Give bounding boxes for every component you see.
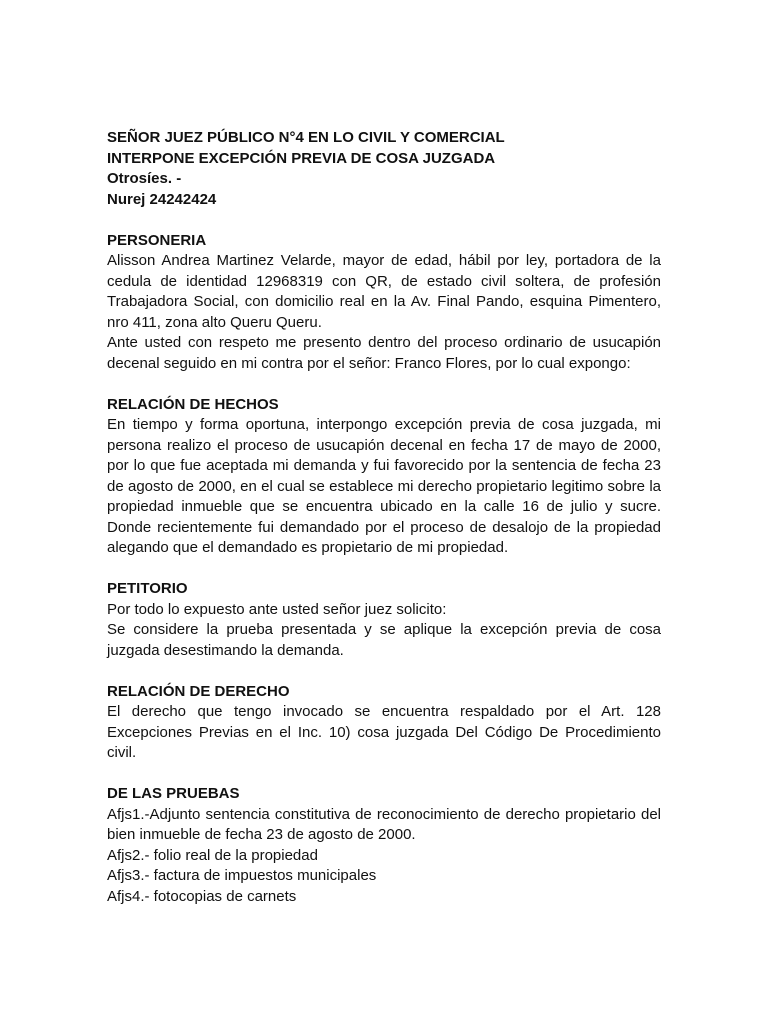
prueba-item: Afjs1.-Adjunto sentencia constitutiva de reconocimiento de derecho propietario del bien inmueble de fecha 23 de agosto de 2000. [107, 805, 661, 843]
document-subject: INTERPONE EXCEPCIÓN PREVIA DE COSA JUZGADA [107, 149, 496, 167]
derecho-paragraph: El derecho que tengo invocado se encuentra respaldado por el Art. 128 Excepciones Previas en el Inc. 10) cosa juzgada Del Código De Procedimiento civil. [107, 703, 661, 761]
nurej-number: Nurej 24242424 [107, 190, 217, 208]
spacer [107, 559, 661, 580]
petitorio-heading: PETITORIO [107, 580, 188, 597]
prueba-item: Afjs3.- factura de impuestos municipales [107, 867, 377, 884]
spacer [107, 661, 661, 682]
spacer [107, 374, 661, 395]
petitorio-request: Se considere la prueba presentada y se aplique la excepción previa de cosa juzgada desestimando la demanda. [107, 621, 661, 659]
prueba-item: Afjs2.- folio real de la propiedad [107, 846, 318, 864]
personeria-paragraph: Alisson Andrea Martinez Velarde, mayor de edad, hábil por ley, portadora de la cedula de identidad 12968319 con QR, de estado civil soltera, de profesión Trabajadora Social, con domicilio real en la Av. Final Pando, esquina Pimentero, nro 411, zona alto Queru Queru. [107, 252, 661, 331]
document-page [107, 128, 661, 907]
hechos-paragraph: En tiempo y forma oportuna, interpongo excepción previa de cosa juzgada, mi persona realizo el proceso de usucapión decenal en fecha 17 de mayo de 2000, por lo que fue aceptada mi demanda y fui favorecido por la sentencia de fecha 23 de agosto de 2000, en el cual se establece mi derecho propietario legitimo sobre la propiedad inmueble que se encuentra ubicado en la calle 16 de julio y sucre. Donde recientemente fui demandado por el proceso de desalojo de la propiedad alegando que el demandado es propietario de mi propiedad. [107, 416, 661, 556]
spacer [107, 210, 661, 231]
presentation-paragraph: Ante usted con respeto me presento dentro del proceso ordinario de usucapión decenal seguido en mi contra por el señor: Franco Flores, por lo cual expongo: [107, 334, 661, 372]
hechos-heading: RELACIÓN DE HECHOS [107, 395, 279, 413]
court-addressee: SEÑOR JUEZ PÚBLICO N°4 EN LO CIVIL Y COMERCIAL [107, 129, 505, 146]
derecho-heading: RELACIÓN DE DERECHO [107, 682, 290, 700]
otrosies-line: Otrosíes. - [107, 170, 182, 187]
personeria-heading: PERSONERIA [107, 231, 207, 249]
pruebas-heading: DE LAS PRUEBAS [107, 785, 240, 802]
prueba-item: Afjs4.- fotocopias de carnets [107, 887, 297, 905]
spacer [107, 764, 661, 785]
petitorio-intro: Por todo lo expuesto ante usted señor juez solicito: [107, 600, 447, 618]
